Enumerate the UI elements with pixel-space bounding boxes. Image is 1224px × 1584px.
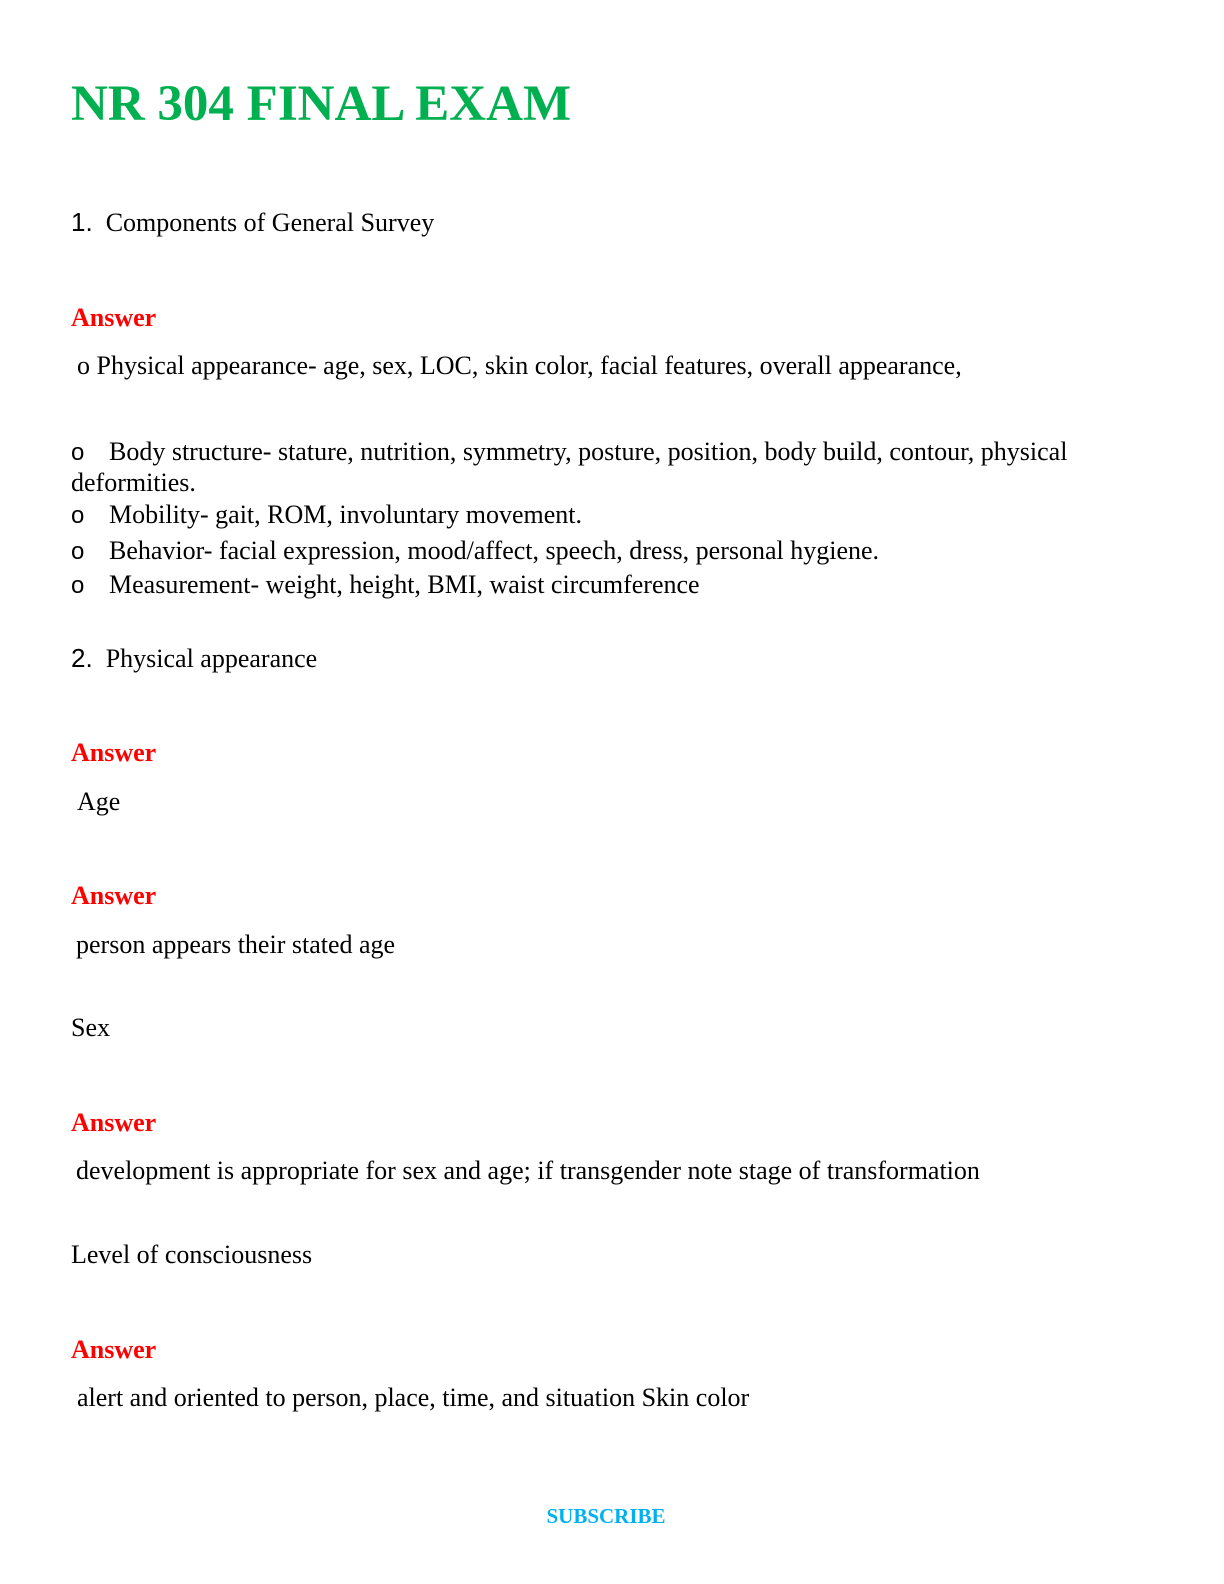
answer-label: Answer <box>71 303 157 332</box>
list-item-text: Body structure- stature, nutrition, symmetry, posture, position, body build, contour, physical <box>109 437 1068 466</box>
question-text: Physical appearance <box>105 644 318 673</box>
bullet-icon: o <box>71 439 85 466</box>
answer-label: Answer <box>71 881 157 910</box>
answer-text: o Physical appearance- age, sex, LOC, skin color, facial features, overall appearance, <box>77 351 962 380</box>
page-title: NR 304 FINAL EXAM <box>71 76 572 132</box>
answer-text: person appears their stated age <box>76 930 396 959</box>
subscribe-link[interactable]: SUBSCRIBE <box>546 1504 666 1528</box>
list-item-text: Mobility- gait, ROM, involuntary movement. <box>109 500 583 529</box>
bullet-icon: o <box>71 502 85 529</box>
answer-label: Answer <box>71 1108 157 1137</box>
list-item-text: Behavior- facial expression, mood/affect, speech, dress, personal hygiene. <box>109 536 880 565</box>
subheading-loc: Level of consciousness <box>71 1240 313 1269</box>
question-text: Components of General Survey <box>105 208 435 237</box>
list-item-continuation: deformities. <box>71 468 196 497</box>
answer-label: Answer <box>71 738 157 767</box>
list-item-text: Measurement- weight, height, BMI, waist circumference <box>109 570 700 599</box>
question-number: 1. <box>71 207 93 237</box>
bullet-icon: o <box>71 538 85 565</box>
answer-text: Age <box>77 787 121 816</box>
list-item <box>71 536 879 567</box>
question-1 <box>71 207 434 238</box>
list-item <box>71 500 582 531</box>
subheading-sex: Sex <box>71 1013 110 1042</box>
answer-text: development is appropriate for sex and age; if transgender note stage of transformation <box>76 1156 980 1185</box>
answer-label: Answer <box>71 1335 157 1364</box>
list-item <box>71 437 1067 468</box>
list-item <box>71 570 700 601</box>
question-number: 2. <box>71 643 93 673</box>
answer-text: alert and oriented to person, place, time, and situation Skin color <box>77 1383 750 1412</box>
bullet-icon: o <box>71 572 85 599</box>
question-2 <box>71 643 317 674</box>
